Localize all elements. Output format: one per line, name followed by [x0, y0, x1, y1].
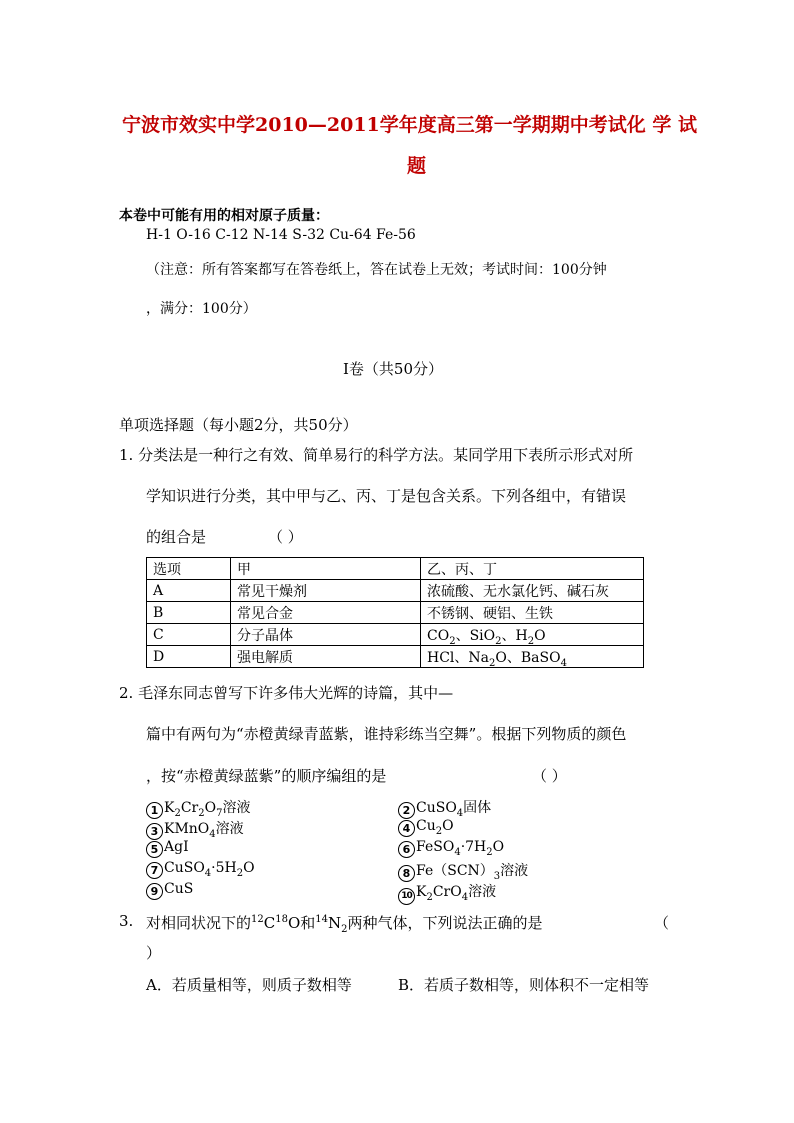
question-1-text: 1. 分类法是一种行之有效、简单易行的科学方法。某同学用下表所示形式对所: [119, 446, 634, 464]
table-cell-jia: 分子晶体: [231, 624, 421, 646]
question-2-item: [398, 860, 528, 882]
item-text: CuSO$_4$固体: [416, 800, 492, 819]
item-text: CuS: [164, 881, 194, 897]
table-header-row: [147, 558, 644, 580]
table-cell-option: A: [147, 580, 231, 602]
table-cell-option: B: [147, 602, 231, 624]
section-title: I卷（共50分）: [343, 360, 444, 378]
question-2-item: [146, 860, 255, 879]
classification-table: [146, 557, 644, 668]
question-3-bracket-close: ）: [146, 944, 162, 962]
table-header-cell: 甲: [231, 558, 421, 580]
table-cell-option: D: [147, 646, 231, 668]
question-2-item: [398, 839, 504, 858]
item-text: KMnO$_4$溶液: [164, 821, 244, 840]
exam-notice: （注意：所有答案都写在答卷纸上，答在试卷上无效；考试时间：100分钟: [146, 262, 607, 278]
atomic-mass-label: 本卷中可能有用的相对原子质量：: [119, 208, 329, 224]
exam-notice-continued: ，满分：100分）: [146, 301, 257, 317]
question-2-text: 2. 毛泽东同志曾写下许多伟大光辉的诗篇，其中—: [119, 684, 454, 702]
atomic-mass-list: H-1 O-16 C-12 N-14 S-32 Cu-64 Fe-56: [146, 227, 416, 243]
item-number-circle: 4: [398, 820, 415, 837]
question-3-text: 对相同状况下的$^{12}C^{18}O$和$^{14}N_2$两种气体，下列说法正确的是: [146, 914, 543, 935]
table-header-cell: 乙、丙、丁: [421, 558, 644, 580]
question-1-answer-bracket: （ ）: [268, 528, 303, 546]
page-title: 宁波市效实中学2010—2011学年度高三第一学期期中考试化 学 试: [122, 114, 697, 136]
table-row: [147, 602, 644, 624]
table-cell-jia: 强电解质: [231, 646, 421, 668]
table-cell-jia: 常见干燥剂: [231, 580, 421, 602]
item-text: $Fe(SCN)_3$溶液: [416, 863, 529, 882]
question-3-option-a: A．若质量相等，则质子数相等: [146, 976, 352, 994]
section-subtitle: 单项选择题（每小题2分，共50分）: [119, 416, 358, 434]
item-text: $Cu_2O$: [416, 818, 454, 837]
item-text: $K_2CrO_4$溶液: [416, 884, 497, 903]
question-3-bracket-open: （: [654, 914, 670, 932]
page-title-continued: 题: [407, 155, 427, 177]
table-row: [147, 646, 644, 668]
item-number-circle: 2: [398, 802, 415, 819]
question-2-item: [398, 797, 491, 819]
item-text: $FeSO_4\cdot 7H_2O$: [416, 839, 505, 858]
table-row: [147, 580, 644, 602]
item-number-circle: 10: [398, 888, 415, 905]
item-number-circle: 1: [146, 802, 163, 819]
question-2-item: [146, 797, 250, 819]
item-number-circle: 6: [398, 841, 415, 858]
item-number-circle: 8: [398, 865, 415, 882]
question-2-answer-bracket: （ ）: [532, 767, 567, 785]
question-2-item: [398, 818, 454, 837]
question-2-item: [398, 881, 496, 905]
table-cell-others: 不锈钢、硬铝、生铁: [421, 602, 644, 624]
item-text: $K_2Cr_2O_7$溶液: [164, 800, 251, 819]
question-2-text-line3: ，按“赤橙黄绿蓝紫”的顺序编组的是: [146, 767, 387, 785]
table-cell-others: $CO_2$、SiO$_2$、$H_2O$: [421, 624, 644, 646]
table-header-cell: 选项: [147, 558, 231, 580]
table-cell-others: HCl、$Na_2O$、BaSO$_4$: [421, 646, 644, 668]
question-2-text-line2: 篇中有两句为“赤橙黄绿青蓝紫，谁持彩练当空舞”。根据下列物质的颜色: [146, 725, 627, 743]
item-number-circle: 5: [146, 841, 163, 858]
table-cell-option: C: [147, 624, 231, 646]
question-3-number: 3.: [119, 912, 134, 930]
question-1-text-line3: 的组合是: [146, 528, 207, 546]
question-3-option-b: B．若质子数相等，则体积不一定相等: [398, 976, 650, 994]
item-text: $CuSO_4\cdot 5H_2O$: [164, 860, 255, 879]
item-number-circle: 3: [146, 823, 163, 840]
table-cell-others: 浓硫酸、无水氯化钙、碱石灰: [421, 580, 644, 602]
question-2-item: [146, 881, 193, 900]
table-row: [147, 624, 644, 646]
question-2-item: [146, 839, 189, 858]
table-cell-jia: 常见合金: [231, 602, 421, 624]
item-number-circle: 7: [146, 862, 163, 879]
question-2-item: [146, 818, 244, 840]
question-1-text-line2: 学知识进行分类，其中甲与乙、丙、丁是包含关系。下列各组中，有错误: [146, 487, 627, 505]
item-number-circle: 9: [146, 883, 163, 900]
item-text: AgI: [164, 839, 189, 855]
